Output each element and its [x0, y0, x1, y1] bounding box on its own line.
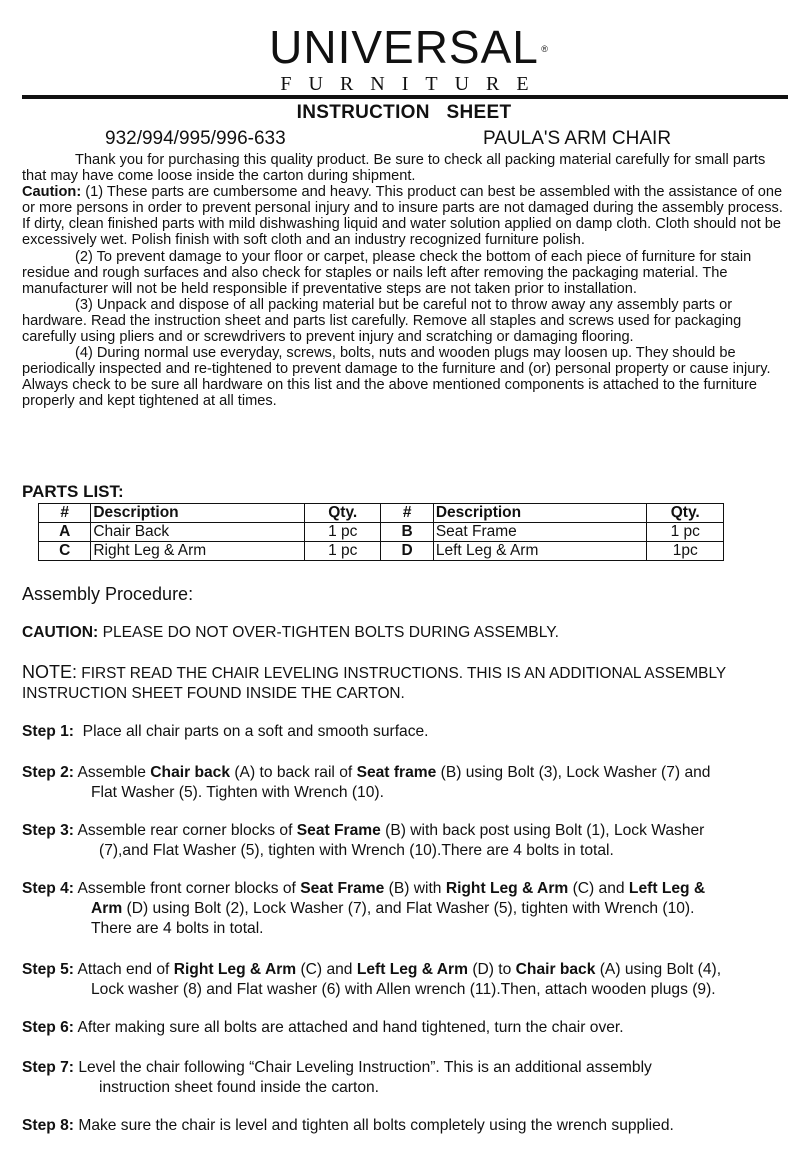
intro-thanks: Thank you for purchasing this quality product. Be sure to check all packing material carefully for small parts that may have come loose inside the carton during shipment. [22, 152, 766, 185]
registered-mark: ® [541, 44, 549, 54]
step-text: Assemble rear corner blocks of Seat Frame (B) with back post using Bolt (1), Lock Washer [74, 822, 705, 839]
step-text: Make sure the chair is level and tighten all bolts completely using the wrench supplied. [74, 1117, 674, 1134]
col-header: # [381, 504, 433, 523]
part-qty: 1 pc [305, 523, 381, 542]
brand-logo [0, 21, 808, 73]
parts-header-row [39, 504, 724, 523]
part-description: Right Leg & Arm [91, 542, 305, 561]
step-4 [22, 879, 786, 939]
part-id: A [39, 523, 91, 542]
caution-2: (2) To prevent damage to your floor or carpet, please check the bottom of each piece of furniture for stain residue and rough surfaces and also check for staples or nails left after removing the packaging material. The manufacturer will not be held responsible if preventative steps are not taken prior to installation. [22, 248, 752, 297]
step-7 [22, 1058, 786, 1098]
caution-3: (3) Unpack and dispose of all packing material but be careful not to throw away any assembly parts or hardware. Read the instruction sheet and parts list carefully. Remove all staples and screws used for packaging carefully using pliers and or screwdrivers to prevent injury and scratching or damaging flooring. [22, 296, 742, 346]
col-header: Qty. [647, 504, 724, 523]
part-id: C [39, 542, 91, 561]
table-row [39, 523, 724, 542]
step-text: Place all chair parts on a soft and smooth surface. [74, 723, 429, 740]
col-header: Description [91, 504, 305, 523]
step-continuation: There are 4 bolts in total. [91, 920, 264, 937]
table-row [39, 542, 724, 561]
step-label: Step 2: [22, 764, 74, 781]
part-id: D [381, 542, 433, 561]
part-description: Chair Back [91, 523, 305, 542]
step-text: Assemble Chair back (A) to back rail of Seat frame (B) using Bolt (3), Lock Washer (7) and [74, 764, 711, 781]
caution-1 [22, 184, 792, 248]
brand-subtitle: FURNITURE [280, 73, 546, 95]
model-numbers: 932/994/995/996-633 [105, 128, 286, 149]
part-description: Seat Frame [433, 523, 647, 542]
step-text: Attach end of Right Leg & Arm (C) and Left Leg & Arm (D) to Chair back (A) using Bolt (4), [74, 961, 722, 978]
intro-section [22, 152, 792, 410]
brand-name: UNIVERSAL [269, 21, 539, 73]
assembly-caution-text: PLEASE DO NOT OVER-TIGHTEN BOLTS DURING ASSEMBLY. [98, 624, 559, 641]
step-label: Step 3: [22, 822, 74, 839]
step-label: Step 1: [22, 723, 74, 740]
step-label: Step 5: [22, 961, 74, 978]
col-header: Description [433, 504, 647, 523]
parts-list-heading: PARTS LIST: [22, 482, 124, 501]
caution-4: (4) During normal use everyday, screws, bolts, nuts and wooden plugs may loosen up. They should be periodically inspected and re-tightened to prevent damage to the furniture and (or) personal property or cause injury. Always check to be sure all hardware on this list and the above mentioned components is attached to the furniture properly and kept tightened at all times. [22, 345, 771, 410]
step-2 [22, 763, 786, 803]
step-1 [22, 722, 786, 742]
brand-wordmark [269, 21, 549, 73]
assembly-note [22, 662, 792, 704]
part-qty: 1 pc [305, 542, 381, 561]
parts-table [38, 503, 724, 561]
part-qty: 1pc [647, 542, 724, 561]
step-text: Assemble front corner blocks of Seat Frame (B) with Right Leg & Arm (C) and Left Leg & [74, 880, 706, 897]
step-6 [22, 1018, 786, 1038]
col-header: # [39, 504, 91, 523]
assembly-caution [22, 624, 559, 642]
step-continuation: instruction sheet found inside the carton. [99, 1079, 379, 1096]
step-continuation: (7),and Flat Washer (5), tighten with Wrench (10).There are 4 bolts in total. [99, 842, 614, 859]
step-8 [22, 1116, 786, 1136]
step-5 [22, 960, 786, 1000]
assembly-caution-label: CAUTION: [22, 624, 99, 641]
step-label: Step 6: [22, 1019, 74, 1036]
step-continuation: Lock washer (8) and Flat washer (6) with Allen wrench (11).Then, attach wooden plugs (9). [91, 981, 716, 998]
step-label: Step 8: [22, 1117, 74, 1134]
col-header: Qty. [305, 504, 381, 523]
step-text: Level the chair following “Chair Leveling Instruction”. This is an additional assembly [74, 1059, 652, 1076]
part-description: Left Leg & Arm [433, 542, 647, 561]
note-text: FIRST READ THE CHAIR LEVELING INSTRUCTIONS. THIS IS AN ADDITIONAL ASSEMBLY INSTRUCTION SHEET FOUND INSIDE THE CARTON. [22, 665, 726, 702]
step-text: After making sure all bolts are attached and hand tightened, turn the chair over. [74, 1019, 624, 1036]
step-label: Step 7: [22, 1059, 74, 1076]
header-rule [22, 95, 788, 99]
caution-1-text: (1) These parts are cumbersome and heavy. This product can best be assembled with the assistance of one or more persons in order to prevent personal injury and to insure parts are not damaged during the assembly process. If dirty, clean finished parts with mild dishwashing liquid and water solution applied on damp cloth. Cloth should not be excessively wet. Polish finish with soft cloth and an industry recognized furniture polish. [22, 184, 783, 249]
product-name: PAULA'S ARM CHAIR [483, 128, 672, 149]
assembly-heading: Assembly Procedure: [22, 584, 194, 604]
part-qty: 1 pc [647, 523, 724, 542]
step-label: Step 4: [22, 880, 74, 897]
caution-label: Caution: [22, 184, 82, 201]
part-id: B [381, 523, 433, 542]
note-label: NOTE: [22, 662, 78, 682]
step-continuation: Arm (D) using Bolt (2), Lock Washer (7), and Flat Washer (5), tighten with Wrench (10). [91, 900, 695, 917]
page-title: INSTRUCTION SHEET [296, 102, 512, 123]
step-3 [22, 821, 786, 861]
step-continuation: Flat Washer (5). Tighten with Wrench (10). [91, 784, 384, 801]
